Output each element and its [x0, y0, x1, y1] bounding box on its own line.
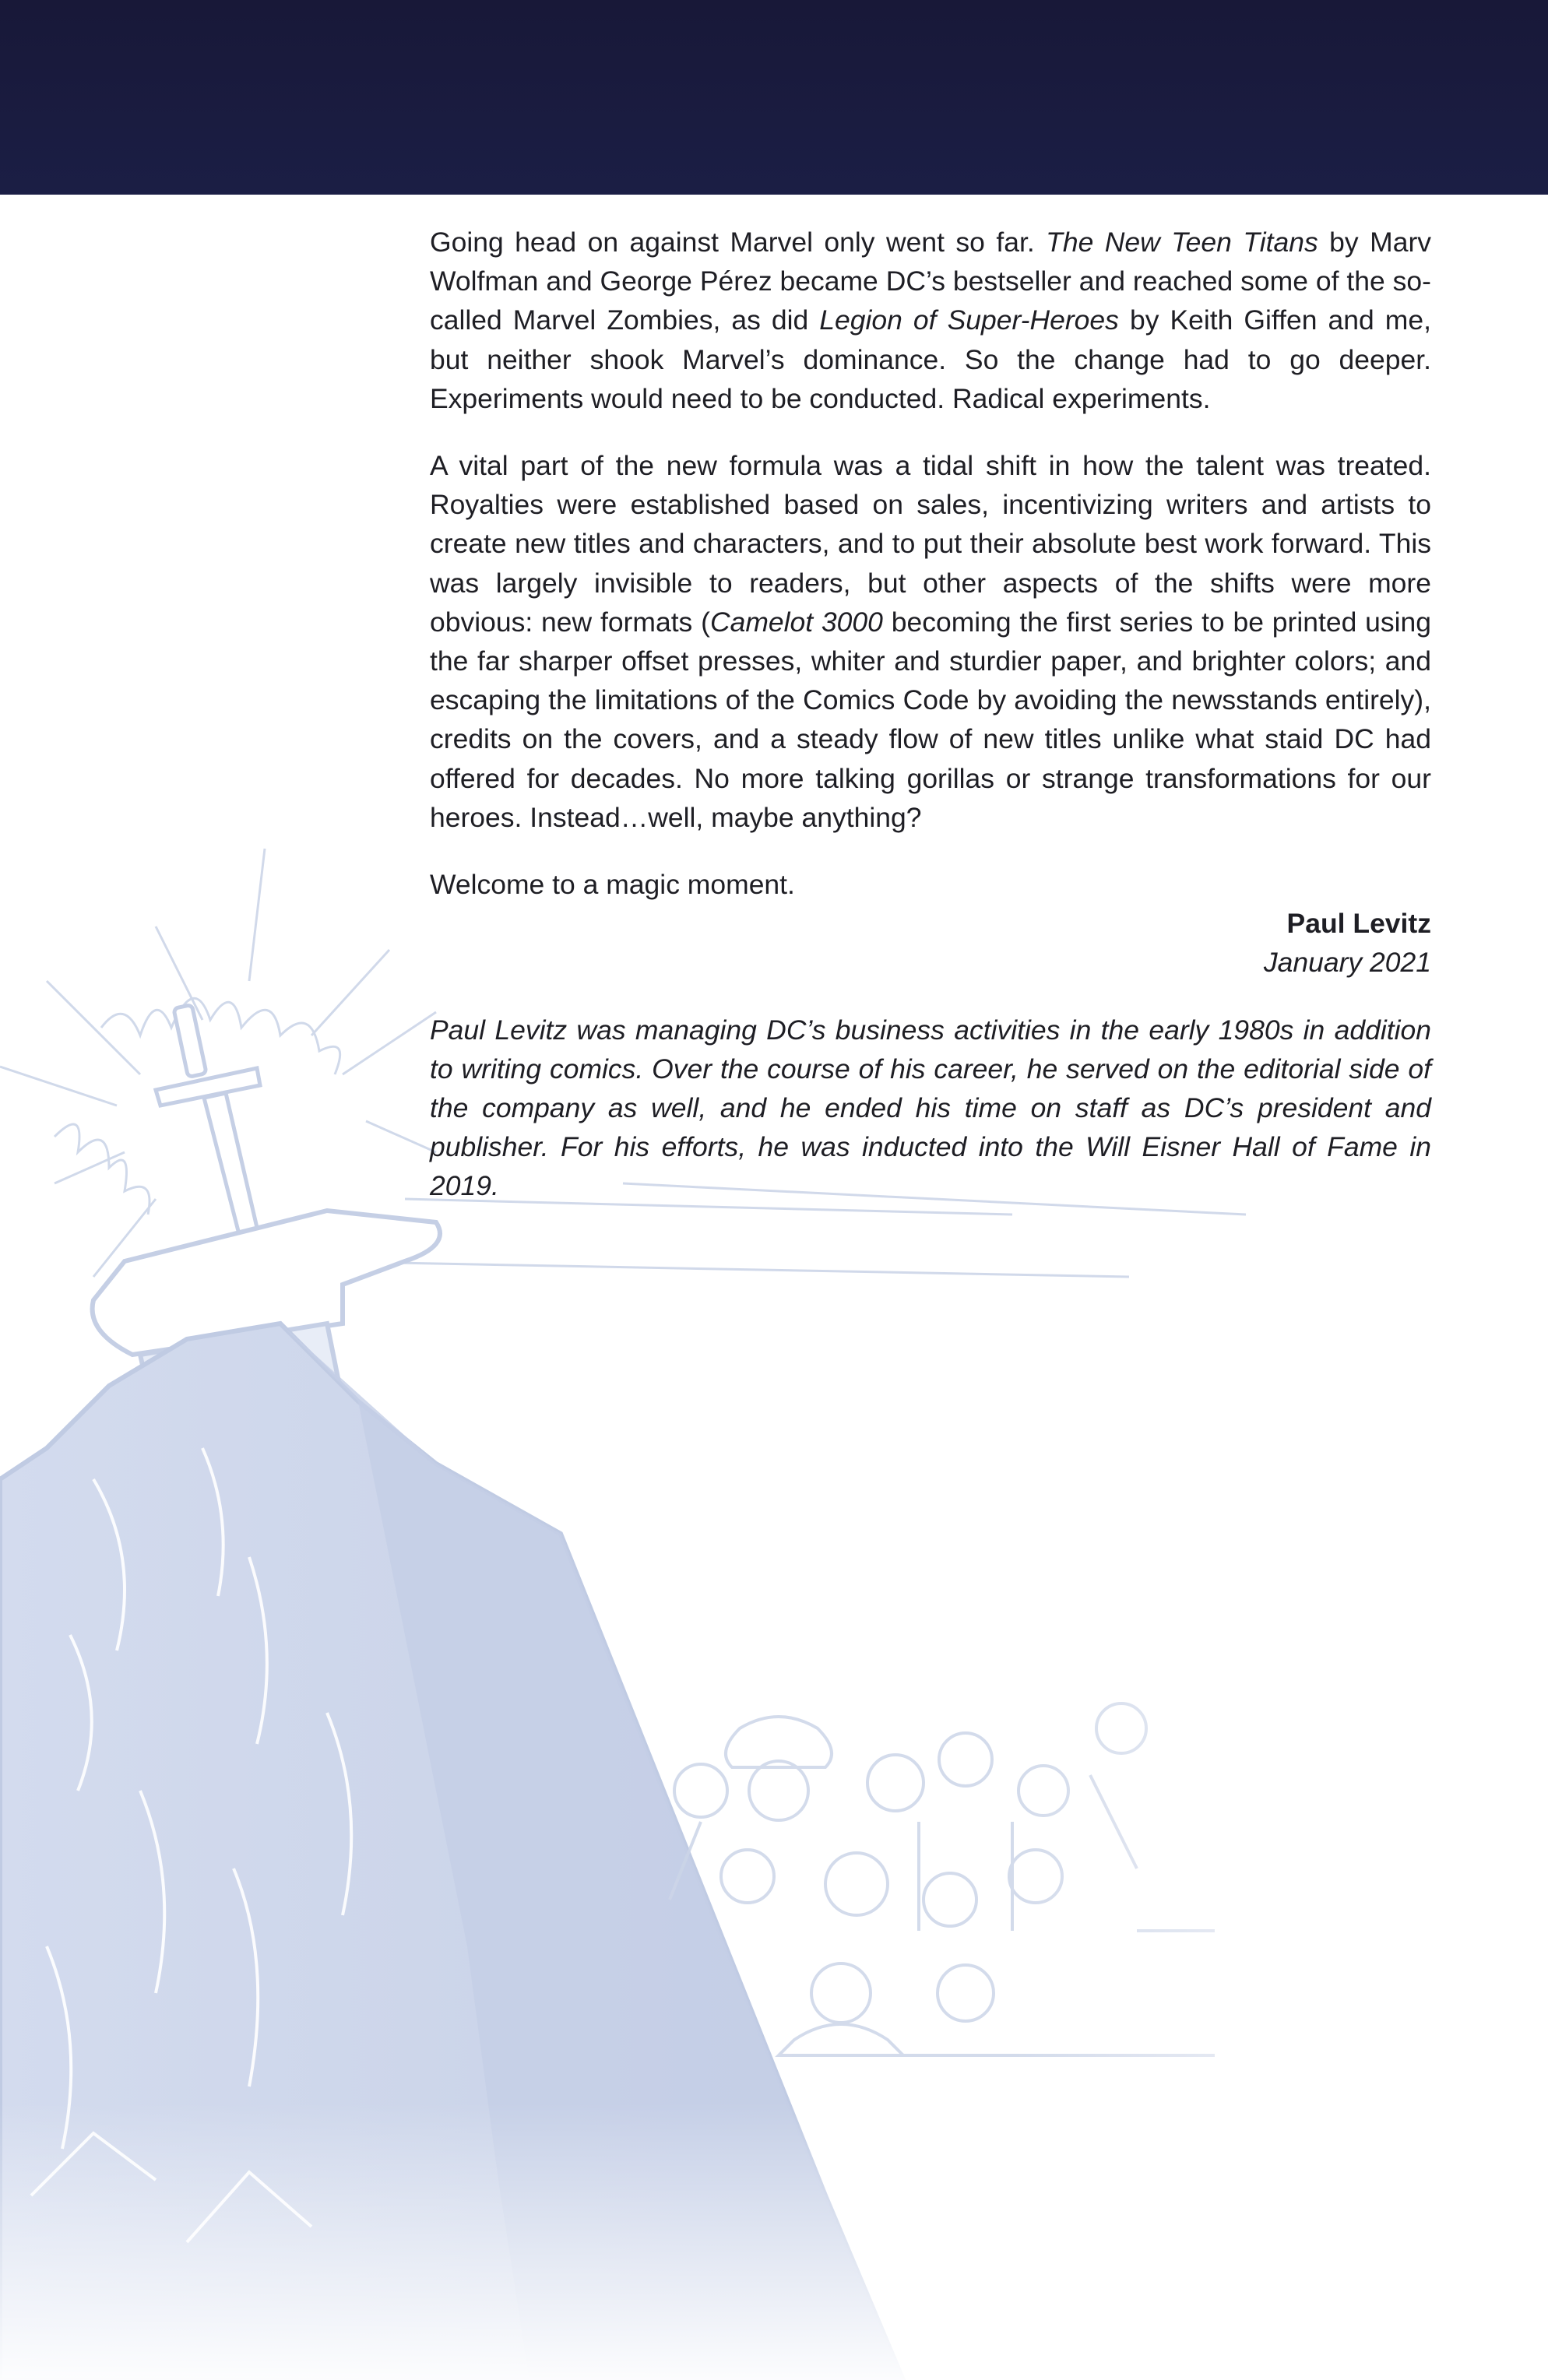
paragraph-1-text-a: Going head on against Marvel only went so far. [430, 227, 1047, 258]
title-legion-of-super-heroes: Legion of Super-Heroes [819, 304, 1119, 336]
signature-date: January 2021 [1263, 947, 1431, 979]
paragraph-1-text-b: by Marv Wolfman and George Pérez became DC’s bestseller and reached some of the so-called Marvel Zombies, as did [430, 227, 1432, 336]
article-body [430, 223, 1431, 1234]
paragraph-2 [430, 446, 1431, 837]
paragraph-1 [430, 223, 1431, 418]
paragraph-1-text-c: by Keith Giffen and me, but neither shook Marvel’s dominance. So the change had to go deeper. Experiments would need to be conducted. Radical experiments. [430, 304, 1431, 414]
author-bio: Paul Levitz was managing DC’s business activities in the early 1980s in addition to writing comics. Over the course of his career, he served on the editorial side of the company as well, and he ended his time on staff as DC’s president and publisher. For his efforts, he was inducted into the Will Eisner Hall of Fame in 2019. [430, 1014, 1431, 1202]
title-new-teen-titans: The New Teen Titans [1046, 227, 1318, 258]
signature-name: Paul Levitz [1286, 908, 1431, 940]
paragraph-3: Welcome to a magic moment. [430, 869, 795, 901]
paragraph-2-text-b: becoming the first series to be printed using the far sharper offset presses, whiter and sturdier paper, and brighter colors; and escaping the limitations of the Comics Code by avoiding the newsstands entirely), credits on the covers, and a steady flow of new titles unlike what staid DC had offered for decades. No more talking gorillas or strange transformations for our heroes. Instead…well, maybe anything? [430, 606, 1431, 833]
signature [430, 904, 1431, 982]
title-camelot-3000: Camelot 3000 [709, 606, 883, 638]
paragraph-2-text-a: A vital part of the new formula was a tidal shift in how the talent was treated. Royalties were established based on sales, incentivizing writers and artists to create new titles and characters, and to put their absolute best work forward. This was largely invisible to readers, but other aspects of the shifts were more obvious: new formats ( [430, 450, 1431, 638]
